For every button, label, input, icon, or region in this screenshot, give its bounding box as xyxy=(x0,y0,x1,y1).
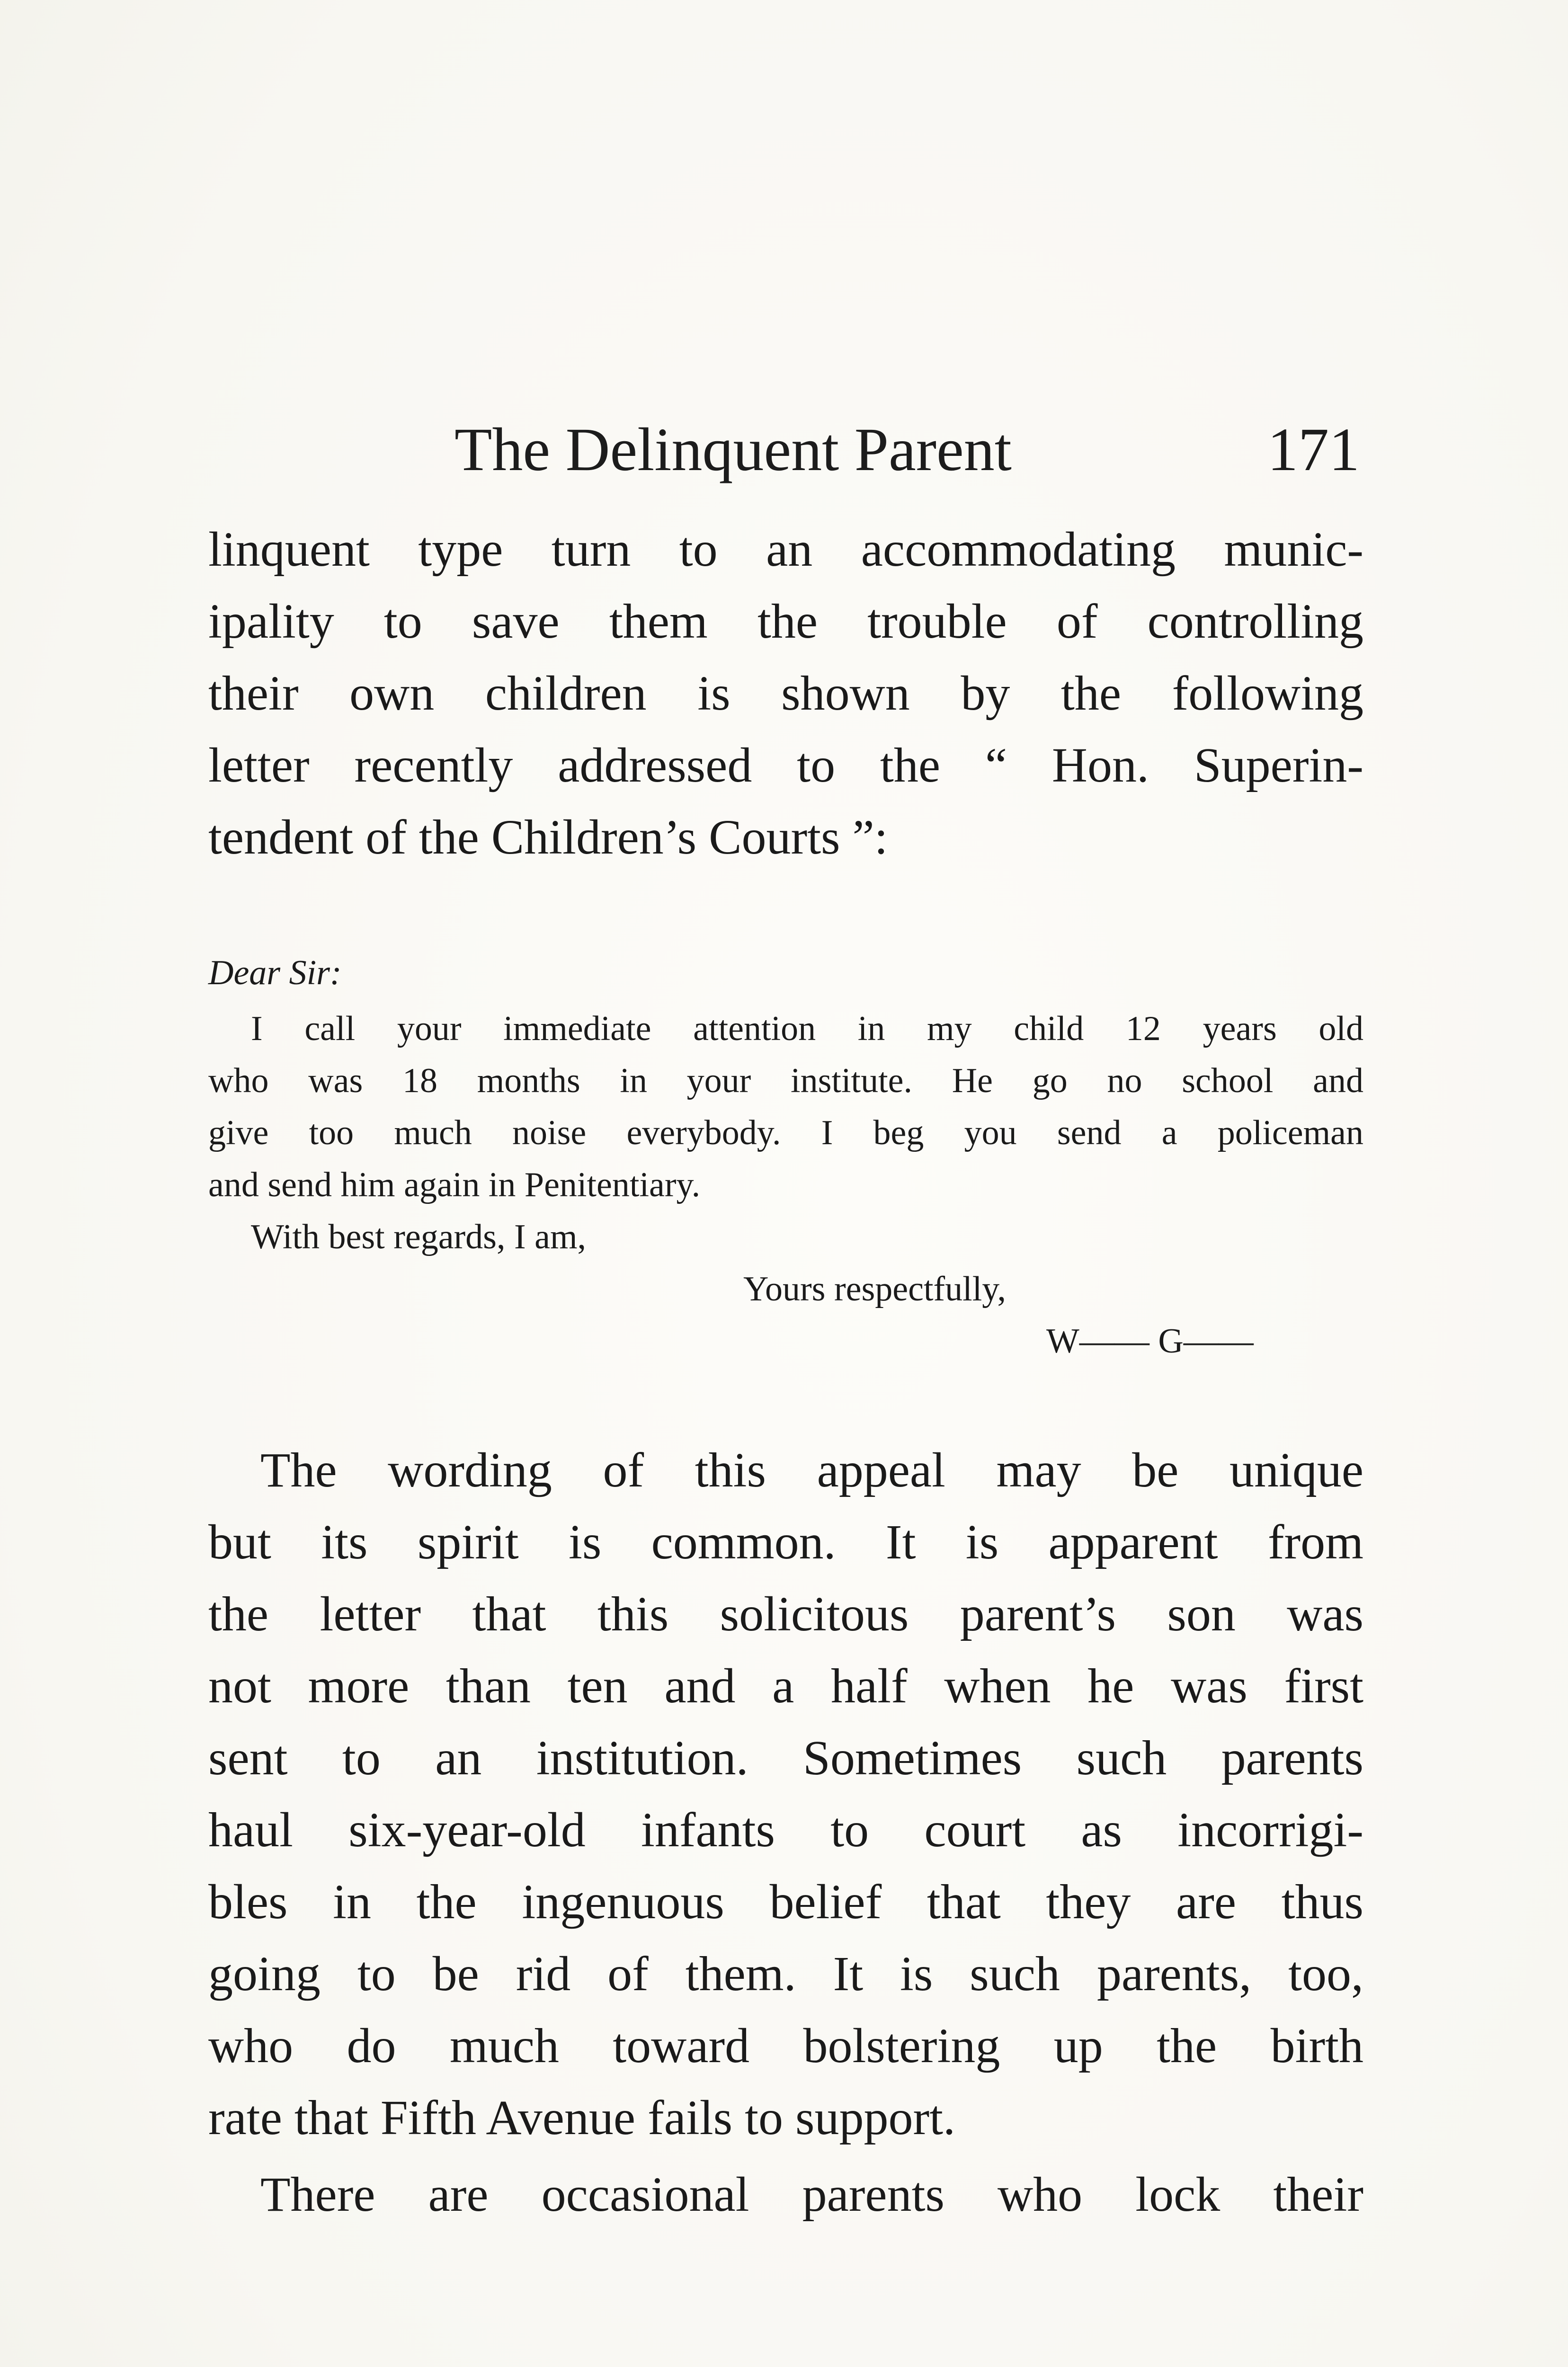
text-line: The wording of this appeal may be unique xyxy=(260,1443,1363,1497)
paragraph-2 xyxy=(208,1434,1363,2154)
text-line: linquent type turn to an accommodating munic- xyxy=(208,522,1363,577)
text-line: haul six-year-old infants to court as incorrigi- xyxy=(208,1803,1363,1857)
text-line: letter recently addressed to the “ Hon. Superin- xyxy=(208,738,1363,792)
text-line: not more than ten and a half when he was first xyxy=(208,1659,1363,1713)
paragraph-1 xyxy=(208,514,1363,873)
text-line: but its spirit is common. It is apparent from xyxy=(208,1515,1363,1569)
letter-signoff: Yours respectfully, xyxy=(743,1270,1006,1308)
quoted-letter xyxy=(208,947,1363,1367)
text-line: bles in the ingenuous belief that they are thus xyxy=(208,1875,1363,1929)
letter-salutation: Dear Sir: xyxy=(208,953,342,992)
text-line: going to be rid of them. It is such parents, too, xyxy=(208,1947,1363,2001)
page-number: 171 xyxy=(1267,416,1360,484)
running-title: The Delinquent Parent xyxy=(454,416,1012,484)
letter-line: I call your immediate attention in my child 12 years old xyxy=(251,1009,1363,1048)
text-line: There are occasional parents who lock their xyxy=(260,2167,1363,2222)
letter-closing: With best regards, I am, xyxy=(251,1218,587,1256)
text-line: ipality to save them the trouble of controlling xyxy=(208,594,1363,649)
text-line: who do much toward bolstering up the birth xyxy=(208,2019,1363,2073)
text-line: rate that Fifth Avenue fails to support. xyxy=(208,2091,955,2145)
text-line: tendent of the Children’s Courts ”: xyxy=(208,810,888,864)
page-header xyxy=(208,407,1363,492)
paragraph-3 xyxy=(208,2159,1363,2231)
letter-signature: W—— G—— xyxy=(1046,1322,1254,1361)
text-line: the letter that this solicitous parent’s son was xyxy=(208,1587,1363,1641)
text-line: their own children is shown by the following xyxy=(208,666,1363,721)
letter-line: who was 18 months in your institute. He go no school and xyxy=(208,1061,1363,1100)
text-line: sent to an institution. Sometimes such parents xyxy=(208,1731,1363,1785)
letter-line: and send him again in Penitentiary. xyxy=(208,1166,701,1204)
letter-line: give too much noise everybody. I beg you send a policeman xyxy=(208,1113,1363,1152)
